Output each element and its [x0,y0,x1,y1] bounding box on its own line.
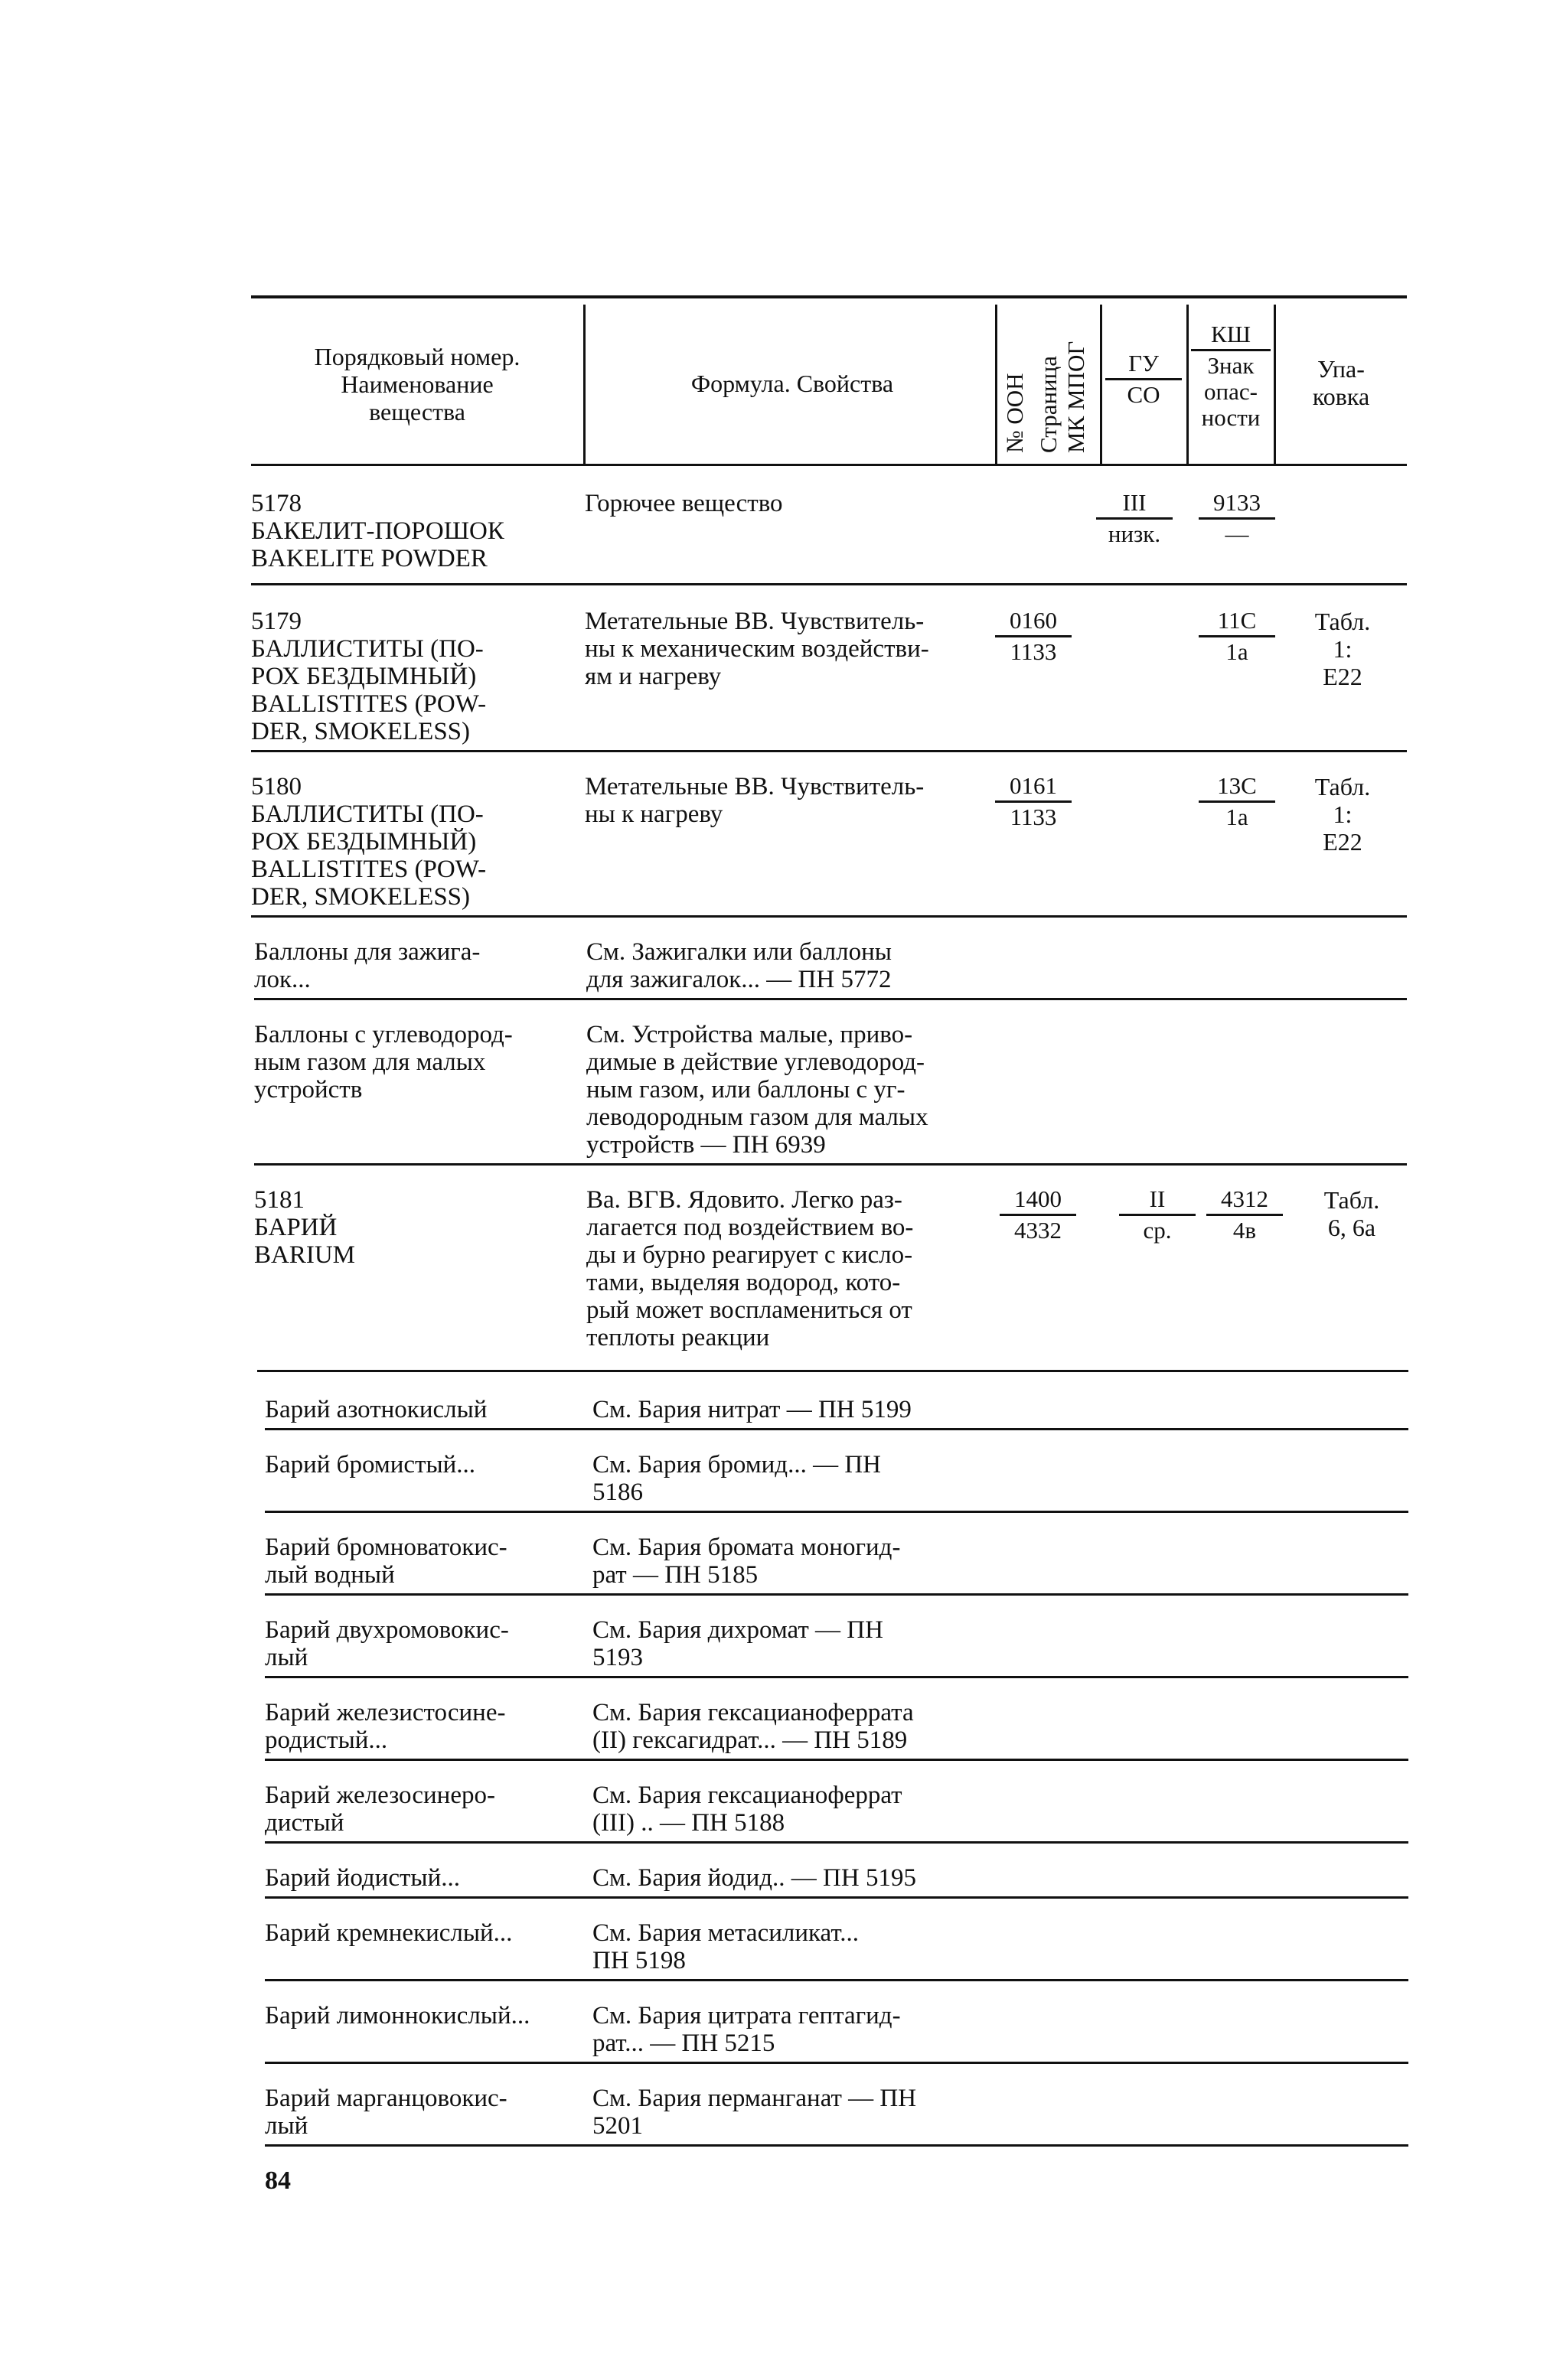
entry-5181-rule [257,1370,1408,1372]
xref-barium-bromide-desc: См. Бария бромид... — ПН 5186 [592,1451,881,1506]
xref-barium-permanganate-name: Барий марганцовокис- лый [265,2085,507,2140]
entry-5178-ksh-sign: 9133 — [1199,490,1275,547]
header-ksh-sign: КШ Знак опас- ности [1191,321,1271,431]
xref-barium-ferrocyanide-rule [265,1759,1408,1761]
entry-5178-gu-so: III низк. [1096,490,1173,547]
entry-5180-rule [251,915,1407,918]
xref-barium-ferricyanide-desc: См. Бария гексацианоферрат (III) .. — ПН 5188 [592,1782,902,1837]
xref-barium-bromate-rule [265,1593,1408,1596]
header-un-number-column: № ООН [1001,373,1028,453]
entry-5179-un-page: $\frac{0160}{1133}$ [995,608,1072,665]
xref-barium-iodide-rule [265,1896,1408,1899]
header-divider-4 [1186,305,1189,464]
entry-5178-name: 5178 БАКЕЛИТ-ПОРОШОК BAKELITE POWDER [251,490,504,572]
header-formula-column: Формула. Свойства [690,370,894,397]
header-name-column: Порядковый номер. Наименование вещества [314,343,520,425]
header-divider-1 [583,305,586,464]
entry-5181-gu-so: II ср. [1119,1186,1196,1244]
entry-gas-cylinders-desc: См. Устройства малые, приво- димые в действие углеводород- ным газом, или баллоны с уг- леводородным газом для малых устройств — ПН 6939 [586,1021,928,1159]
entry-5181-ksh-sign: 4312 4в [1206,1186,1283,1244]
xref-barium-ferrocyanide-name: Барий железистосине- родистый... [265,1699,506,1754]
header-packaging-column: Упа- ковка [1312,355,1370,410]
header-page-column: Страница МК МПОГ [1035,341,1089,453]
xref-barium-silicate-desc: См. Бария метасиликат... ПН 5198 [592,1919,860,1974]
entry-5181-packaging: Табл. 6, 6а [1323,1186,1380,1241]
entry-5179-desc: Метательные ВВ. Чувствитель- ны к механическим воздействи- ям и нагреву [585,608,929,690]
xref-barium-dichromate-name: Барий двухромовокис- лый [265,1616,509,1671]
xref-barium-permanganate-desc: См. Бария перманганат — ПН 5201 [592,2085,917,2140]
xref-barium-citrate-name: Барий лимоннокислый... [265,2002,530,2030]
entry-5180-packaging: Табл. 1: E22 [1314,773,1371,856]
entry-5180-name: 5180 БАЛЛИСТИТЫ (ПО- РОХ БЕЗДЫМНЫЙ) BALLISTITES (POW- DER, SMOKELESS) [251,773,487,911]
entry-5179-name: 5179 БАЛЛИСТИТЫ (ПО- РОХ БЕЗДЫМНЫЙ) BALLISTITES (POW- DER, SMOKELESS) [251,608,487,745]
entry-5181-desc: Ва. ВГВ. Ядовито. Легко раз- лагается под воздействием во- ды и бурно реагирует с кисло- тами, выделяя водород, кото- рый может воспламениться от теплоты реакции [586,1186,914,1351]
entry-5179-ksh-sign: $\frac{11C}{1a}$ [1199,608,1275,665]
entry-5179-packaging: Табл. 1: E22 [1314,608,1371,690]
entry-lighter-cylinders-rule [254,998,1407,1000]
entry-5180-un-page: $\frac{0161}{1133}$ [995,773,1072,830]
xref-barium-ferrocyanide-desc: См. Бария гексацианоферрата (II) гексагидрат... — ПН 5189 [592,1699,914,1754]
header-divider-5 [1274,305,1276,464]
xref-barium-citrate-rule [265,2062,1408,2064]
xref-barium-bromate-desc: См. Бария бромата моногид- рат — ПН 5185 [592,1534,901,1589]
entry-lighter-cylinders-desc: См. Зажигалки или баллоны для зажигалок... — ПН 5772 [586,938,892,993]
entry-5180-desc: Метательные ВВ. Чувствитель- ны к нагреву [585,773,925,828]
xref-barium-nitrate-name: Барий азотнокислый [265,1396,488,1423]
entry-5178-desc: Горючее вещество [585,490,783,517]
header-gu-so: ГУ СО [1105,350,1182,408]
xref-barium-ferricyanide-rule [265,1841,1408,1844]
entry-5180-ksh-sign: $\frac{13C}{1a}$ [1199,773,1275,830]
xref-barium-dichromate-rule [265,1676,1408,1678]
header-divider-3 [1100,305,1102,464]
entry-lighter-cylinders-name: Баллоны для зажига- лок... [254,938,481,993]
xref-barium-bromate-name: Барий бромноватокис- лый водный [265,1534,507,1589]
page-number: 84 [265,2166,291,2195]
xref-barium-iodide-desc: См. Бария йодид.. — ПН 5195 [592,1864,916,1892]
xref-barium-silicate-name: Барий кремнекислый... [265,1919,513,1947]
entry-5178-rule [251,583,1407,585]
xref-barium-bromide-name: Барий бромистый... [265,1451,476,1479]
entry-5181-un-page: $\frac{1400}{4332}$ [1000,1186,1076,1244]
xref-barium-iodide-name: Барий йодистый... [265,1864,460,1892]
header-divider-2 [995,305,997,464]
entry-5181-name: 5181 БАРИЙ BARIUM [254,1186,356,1269]
xref-barium-nitrate-desc: См. Бария нитрат — ПН 5199 [592,1396,912,1423]
xref-barium-ferricyanide-name: Барий железосинеро- дистый [265,1782,495,1837]
xref-barium-bromide-rule [265,1511,1408,1513]
xref-barium-dichromate-desc: См. Бария дихромат — ПН 5193 [592,1616,883,1671]
xref-barium-permanganate-rule [265,2144,1408,2147]
entry-gas-cylinders-rule [254,1163,1407,1166]
xref-barium-citrate-desc: См. Бария цитрата гептагид- рат... — ПН 5215 [592,2002,901,2057]
xref-barium-silicate-rule [265,1979,1408,1981]
header-top-rule [251,295,1407,298]
xref-barium-nitrate-rule [265,1428,1408,1430]
header-bottom-rule [251,464,1407,466]
entry-5179-rule [251,750,1407,752]
entry-gas-cylinders-name: Баллоны с углеводород- ным газом для малых устройств [254,1021,513,1104]
